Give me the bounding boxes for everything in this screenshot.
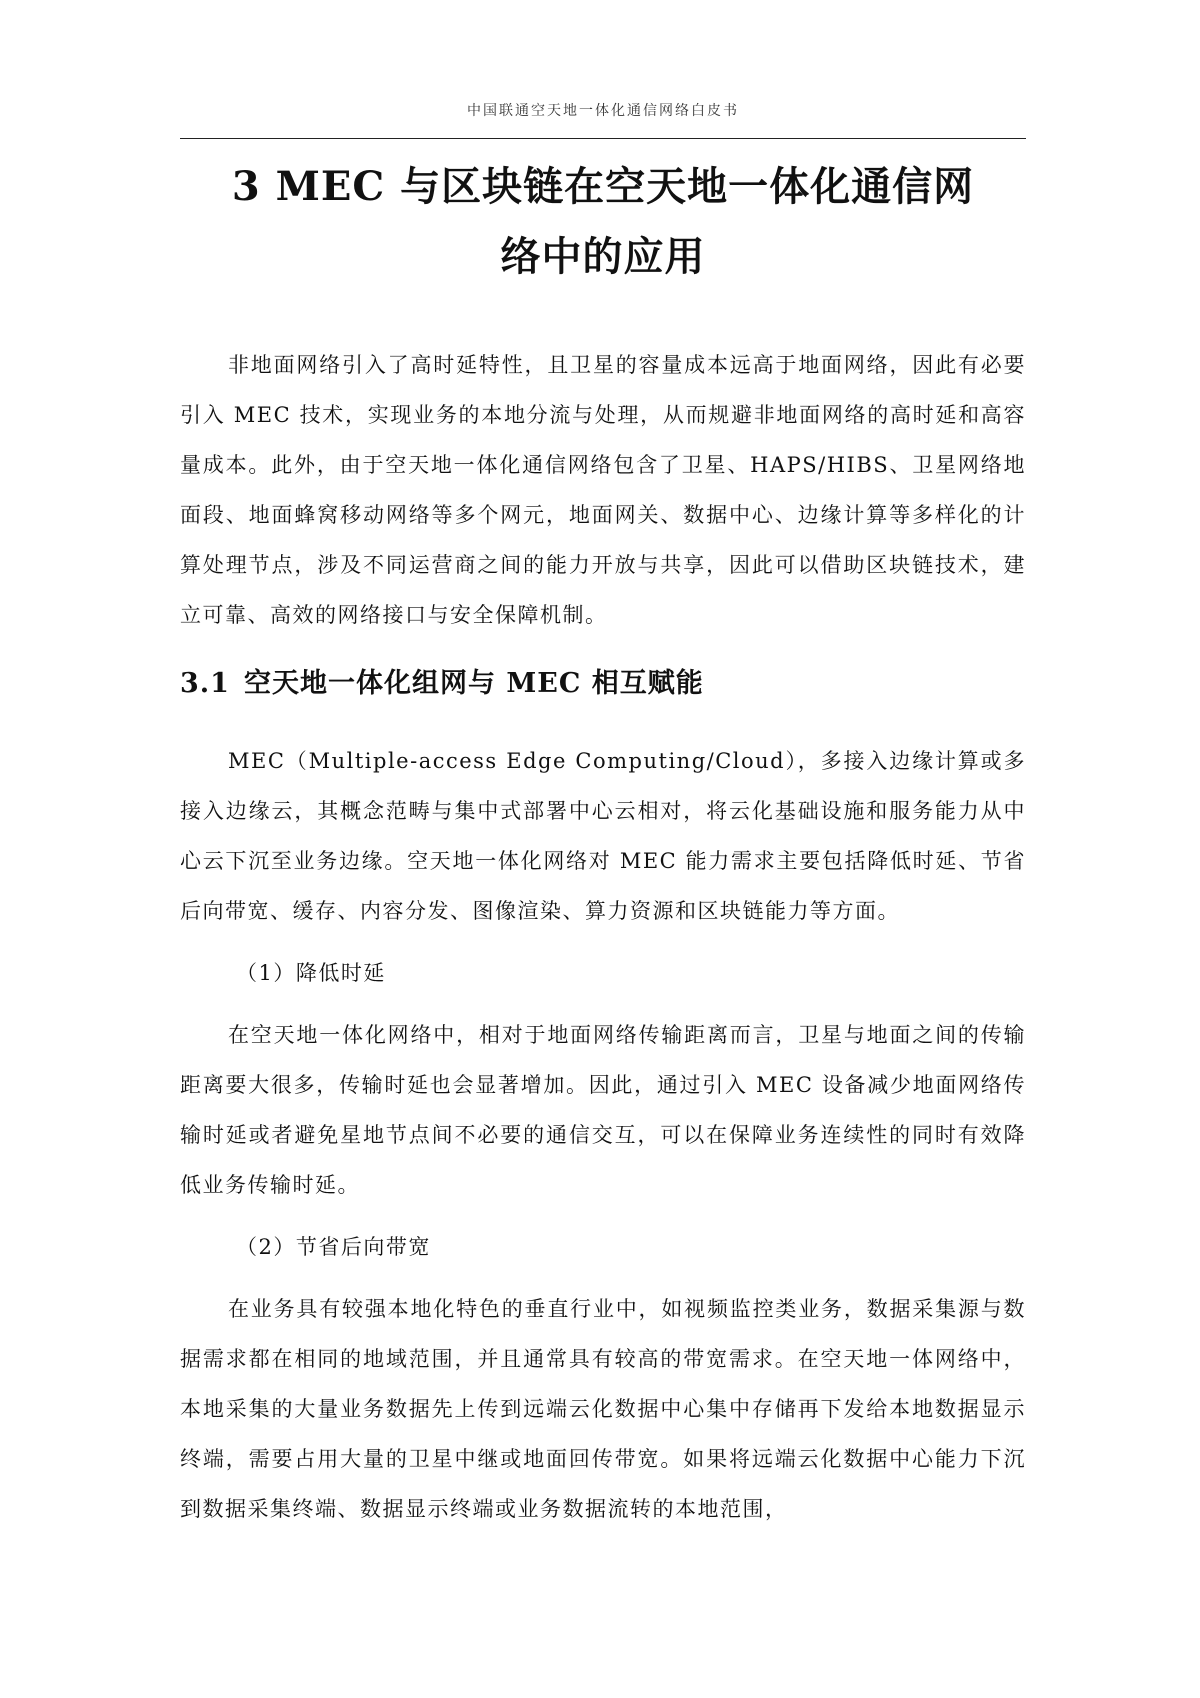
section-heading	[180, 652, 1026, 716]
chapter-title-line-2: 络中的应用	[500, 233, 706, 280]
running-header: 中国联通空天地一体化通信网络白皮书	[467, 103, 739, 119]
section-number: 3.1	[180, 668, 230, 699]
section-title: 空天地一体化组网与 MEC 相互赋能	[243, 668, 704, 699]
body-content	[180, 340, 1026, 1534]
item-body-latency: 在空天地一体化网络中，相对于地面网络传输距离而言，卫星与地面之间的传输距离要大很多，传输时延也会显著增加。因此，通过引入 MEC 设备减少地面网络传输时延或者避免星地节点间不必要的通信交互，可以在保障业务连续性的同时有效降低业务传输时延。	[180, 1023, 1026, 1197]
chapter-title-line-1: 3 MEC 与区块链在空天地一体化通信网	[231, 163, 975, 210]
item-heading-bandwidth: （2）节省后向带宽	[236, 1235, 431, 1259]
chapter-intro-paragraph: 非地面网络引入了高时延特性，且卫星的容量成本远高于地面网络，因此有必要引入 MEC 技术，实现业务的本地分流与处理，从而规避非地面网络的高时延和高容量成本。此外，由于空天地一体化通信网络包含了卫星、HAPS/HIBS、卫星网络地面段、地面蜂窝移动网络等多个网元，地面网关、数据中心、边缘计算等多样化的计算处理节点，涉及不同运营商之间的能力开放与共享，因此可以借助区块链技术，建立可靠、高效的网络接口与安全保障机制。	[180, 353, 1026, 627]
section-intro-paragraph: MEC（Multiple-access Edge Computing/Cloud），多接入边缘计算或多接入边缘云，其概念范畴与集中式部署中心云相对，将云化基础设施和服务能力从中心云下沉至业务边缘。空天地一体化网络对 MEC 能力需求主要包括降低时延、节省后向带宽、缓存、内容分发、图像渲染、算力资源和区块链能力等方面。	[180, 749, 1026, 923]
item-body-bandwidth: 在业务具有较强本地化特色的垂直行业中，如视频监控类业务，数据采集源与数据需求都在相同的地域范围，并且通常具有较高的带宽需求。在空天地一体网络中，本地采集的大量业务数据先上传到远端云化数据中心集中存储再下发给本地数据显示终端，需要占用大量的卫星中继或地面回传带宽。如果将远端云化数据中心能力下沉到数据采集终端、数据显示终端或业务数据流转的本地范围，	[180, 1297, 1026, 1521]
spacer	[180, 716, 1026, 736]
chapter-title	[180, 152, 1026, 292]
header-rule	[180, 138, 1026, 139]
item-heading-latency: （1）降低时延	[236, 961, 386, 985]
